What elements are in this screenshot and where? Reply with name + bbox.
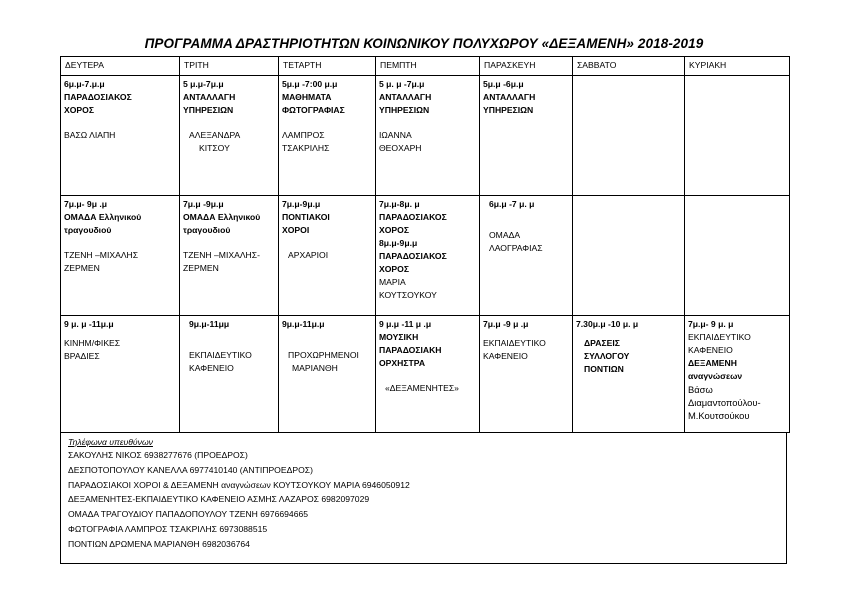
activity-label: ΟΜΑΔΑ Ελληνικού bbox=[64, 212, 142, 222]
activity-label: τραγουδιού bbox=[64, 225, 112, 235]
cell-tuesday-slot1 bbox=[180, 76, 279, 196]
cell-monday-slot3 bbox=[61, 316, 180, 433]
person-name: ΜΑΡΙΑ bbox=[379, 277, 406, 287]
person-name: ΙΩΑΝΝΑ bbox=[379, 130, 412, 140]
activity-label: ΚΑΦΕΝΕΙΟ bbox=[688, 345, 733, 355]
day-header-friday: ΠΑΡΑΣΚΕΥΗ bbox=[480, 57, 573, 76]
cell-friday-slot2 bbox=[480, 196, 573, 316]
person-name: ΖΕΡΜΕΝ bbox=[64, 263, 100, 273]
time-label: 9μ.μ-11μμ bbox=[189, 319, 230, 329]
cell-monday-slot1 bbox=[61, 76, 180, 196]
time-label: 9 μ.μ -11 μ .μ bbox=[379, 319, 432, 329]
person-name: ΑΡΧΑΡΙΟΙ bbox=[288, 250, 329, 260]
day-header-tuesday: ΤΡΙΤΗ bbox=[180, 57, 279, 76]
cell-thursday-slot1 bbox=[376, 76, 480, 196]
person-name: ΛΑΜΠΡΟΣ bbox=[282, 130, 325, 140]
day-header-wednesday: ΤΕΤΑΡΤΗ bbox=[279, 57, 376, 76]
activity-label: ΧΟΡΟΙ bbox=[282, 225, 310, 235]
activity-label: ΠΟΝΤΙΩΝ bbox=[584, 364, 624, 374]
contacts-header: Τηλέφωνα υπευθύνων bbox=[68, 437, 153, 447]
cell-thursday-slot2 bbox=[376, 196, 480, 316]
person-name: Διαμαντοπούλου- bbox=[688, 397, 761, 408]
cell-wednesday-slot3 bbox=[279, 316, 376, 433]
time-label: 7μ.μ- 9 μ. μ bbox=[688, 319, 734, 329]
activity-label: ΔΡΑΣΕΙΣ bbox=[584, 338, 620, 348]
activity-label: ΥΠΗΡΕΣΙΩΝ bbox=[379, 105, 430, 115]
time-label: 5 μ. μ -7μ.μ bbox=[379, 79, 425, 89]
person-name: ΤΣΑΚΡΙΛΗΣ bbox=[282, 143, 330, 153]
cell-monday-slot2 bbox=[61, 196, 180, 316]
time-label: 6μ.μ -7 μ. μ bbox=[489, 199, 535, 209]
contact-line: ΟΜΑΔΑ ΤΡΑΓΟΥΔΙΟΥ ΠΑΠΑΔΟΠΟΥΛΟΥ ΤΖΕΝΗ 6976694665 bbox=[68, 509, 309, 520]
time-label: 7.30μ.μ -10 μ. μ bbox=[576, 319, 639, 329]
time-label: 7μ.μ -9 μ .μ bbox=[483, 319, 529, 329]
cell-tuesday-slot2 bbox=[180, 196, 279, 316]
page-title: ΠΡΟΓΡΑΜΜΑ ΔΡΑΣΤΗΡΙΟΤΗΤΩΝ ΚΟΙΝΩΝΙΚΟΥ ΠΟΛΥΧΩΡΟΥ «ΔΕΞΑΜΕΝΗ» 2018-2019 bbox=[144, 36, 704, 51]
contact-line: ΣΑΚΟΥΛΗΣ ΝΙΚΟΣ 6938277676 (ΠΡΟΕΔΡΟΣ) bbox=[68, 450, 248, 460]
time-label: 9μ.μ-11μ.μ bbox=[282, 319, 325, 329]
activity-label: ΟΜΑΔΑ bbox=[489, 230, 521, 240]
cell-saturday-slot3 bbox=[573, 316, 685, 433]
time-label: 5 μ.μ-7μ.μ bbox=[183, 79, 224, 89]
table-row bbox=[61, 196, 790, 316]
activity-label: τραγουδιού bbox=[183, 225, 231, 235]
time-label: 7μ.μ- 9μ .μ bbox=[64, 199, 108, 209]
contact-line: ΔΕΞΑΜΕΝΗΤΕΣ-ΕΚΠΑΙΔΕΥΤΙΚΟ ΚΑΦΕΝΕΙΟ ΑΣΜΗΣ ΛΑΖΑΡΟΣ 6982097029 bbox=[68, 494, 370, 505]
person-name: ΜΑΡΙΑΝΘΗ bbox=[292, 363, 338, 373]
day-header-sunday: ΚΥΡΙΑΚΗ bbox=[685, 57, 790, 76]
day-header-row bbox=[61, 57, 790, 76]
cell-friday-slot3 bbox=[480, 316, 573, 433]
activity-label: ΚΑΦΕΝΕΙΟ bbox=[189, 363, 234, 373]
day-header-thursday: ΠΕΜΠΤΗ bbox=[376, 57, 480, 76]
activity-label: ΕΚΠΑΙΔΕΥΤΙΚΟ bbox=[189, 350, 252, 360]
time-label: 7μ.μ -9μ.μ bbox=[183, 199, 224, 209]
time-label: 5μ.μ -6μ.μ bbox=[483, 79, 524, 89]
table-row bbox=[61, 316, 790, 433]
person-name: ΑΛΕΞΑΝΔΡΑ bbox=[189, 130, 241, 140]
activity-label: ΜΑΘΗΜΑΤΑ bbox=[282, 92, 332, 102]
activity-label: ΠΡΟΧΩΡΗΜΕΝΟΙ bbox=[288, 350, 359, 360]
contact-line: ΦΩΤΟΓΡΑΦΙΑ ΛΑΜΠΡΟΣ ΤΣΑΚΡΙΛΗΣ 6973088515 bbox=[68, 523, 268, 534]
person-name: ΚΟΥΤΣΟΥΚΟΥ bbox=[379, 290, 437, 300]
cell-wednesday-slot1 bbox=[279, 76, 376, 196]
person-name: ΖΕΡΜΕΝ bbox=[183, 263, 219, 273]
day-header-saturday: ΣΑΒΒΑΤΟ bbox=[573, 57, 685, 76]
activity-label: ΠΑΡΑΔΟΣΙΑΚΗ bbox=[379, 345, 442, 355]
person-name: ΘΕΟΧΑΡΗ bbox=[379, 143, 422, 153]
group-name: «ΔΕΞΑΜΕΝΗΤΕΣ» bbox=[385, 383, 459, 393]
cell-sunday-slot2 bbox=[685, 196, 790, 316]
activity-label: ΠΑΡΑΔΟΣΙΑΚΟΣ bbox=[64, 92, 132, 102]
time-label: 7μ.μ-9μ.μ bbox=[282, 199, 321, 209]
activity-label: ΥΠΗΡΕΣΙΩΝ bbox=[183, 105, 234, 115]
activity-label: ΧΟΡΟΣ bbox=[379, 264, 409, 274]
person-name: Βάσω bbox=[688, 384, 713, 395]
contact-line: ΠΑΡΑΔΟΣΙΑΚΟΙ ΧΟΡΟΙ & ΔΕΞΑΜΕΝΗ αναγνώσεων ΚΟΥΤΣΟΥΚΟΥ ΜΑΡΙΑ 6946050912 bbox=[68, 479, 410, 490]
activity-label: ΑΝΤΑΛΛΑΓΗ bbox=[379, 92, 432, 102]
activity-label: ΥΠΗΡΕΣΙΩΝ bbox=[483, 105, 534, 115]
contact-line: ΔΕΣΠΟΤΟΠΟΥΛΟΥ ΚΑΝΕΛΛΑ 6977410140 (ΑΝΤΙΠΡΟΕΔΡΟΣ) bbox=[68, 464, 313, 475]
activity-label: ΟΡΧΗΣΤΡΑ bbox=[379, 358, 426, 368]
time-label: 7μ.μ-8μ. μ bbox=[379, 199, 420, 209]
activity-label: ΛΑΟΓΡΑΦΙΑΣ bbox=[489, 243, 543, 253]
activity-label: ΕΚΠΑΙΔΕΥΤΙΚΟ bbox=[483, 338, 546, 348]
person-name: ΤΖΕΝΗ –ΜΙΧΑΛΗΣ bbox=[64, 250, 139, 260]
cell-saturday-slot1 bbox=[573, 76, 685, 196]
activity-label: ΔΕΞΑΜΕΝΗ bbox=[688, 358, 737, 368]
activity-label: ΠΑΡΑΔΟΣΙΑΚΟΣ bbox=[379, 251, 447, 261]
activity-label: ΠΑΡΑΔΟΣΙΑΚΟΣ bbox=[379, 212, 447, 222]
activity-label: ΒΡΑΔΙΕΣ bbox=[64, 351, 100, 361]
cell-thursday-slot3 bbox=[376, 316, 480, 433]
activity-label: ΑΝΤΑΛΛΑΓΗ bbox=[183, 92, 236, 102]
cell-friday-slot1 bbox=[480, 76, 573, 196]
time-label: 5μ.μ -7:00 μ.μ bbox=[282, 79, 338, 89]
time-label: 9 μ. μ -11μ.μ bbox=[64, 319, 114, 329]
activity-label: ΚΑΦΕΝΕΙΟ bbox=[483, 351, 528, 361]
table-row bbox=[61, 76, 790, 196]
activity-label: αναγνώσεων bbox=[688, 371, 743, 381]
cell-wednesday-slot2 bbox=[279, 196, 376, 316]
activity-label: ΣΥΛΛΟΓΟΥ bbox=[584, 351, 630, 361]
cell-saturday-slot2 bbox=[573, 196, 685, 316]
person-name: ΚΙΤΣΟΥ bbox=[199, 143, 230, 153]
time-label: 6μ.μ-7.μ.μ bbox=[64, 79, 105, 89]
activity-label: ΑΝΤΑΛΛΑΓΗ bbox=[483, 92, 536, 102]
cell-tuesday-slot3 bbox=[180, 316, 279, 433]
time-label: 8μ.μ-9μ.μ bbox=[379, 238, 418, 248]
activity-label: ΧΟΡΟΣ bbox=[64, 105, 94, 115]
contacts-section bbox=[60, 433, 787, 564]
day-header-monday: ΔΕΥΤΕΡΑ bbox=[61, 57, 180, 76]
activity-label: ΦΩΤΟΓΡΑΦΙΑΣ bbox=[282, 105, 345, 115]
activity-label: ΜΟΥΣΙΚΗ bbox=[379, 332, 419, 342]
cell-sunday-slot1 bbox=[685, 76, 790, 196]
activity-label: ΧΟΡΟΣ bbox=[379, 225, 409, 235]
person-name: Μ.Κουτσούκου bbox=[688, 410, 750, 421]
activity-label: ΕΚΠΑΙΔΕΥΤΙΚΟ bbox=[688, 332, 751, 342]
person-name: ΒΑΣΩ ΛΙΑΠΗ bbox=[64, 130, 116, 140]
activity-label: ΟΜΑΔΑ Ελληνικού bbox=[183, 212, 261, 222]
schedule-table bbox=[60, 56, 790, 433]
person-name: ΤΖΕΝΗ –ΜΙΧΑΛΗΣ- bbox=[183, 250, 260, 260]
contact-line: ΠΟΝΤΙΩΝ ΔΡΩΜΕΝΑ ΜΑΡΙΑΝΘΗ 6982036764 bbox=[68, 538, 250, 549]
activity-label: ΠΟΝΤΙΑΚΟΙ bbox=[282, 212, 330, 222]
activity-label: ΚΙΝΗΜ/ΦΙΚΕΣ bbox=[64, 338, 121, 348]
cell-sunday-slot3 bbox=[685, 316, 790, 433]
